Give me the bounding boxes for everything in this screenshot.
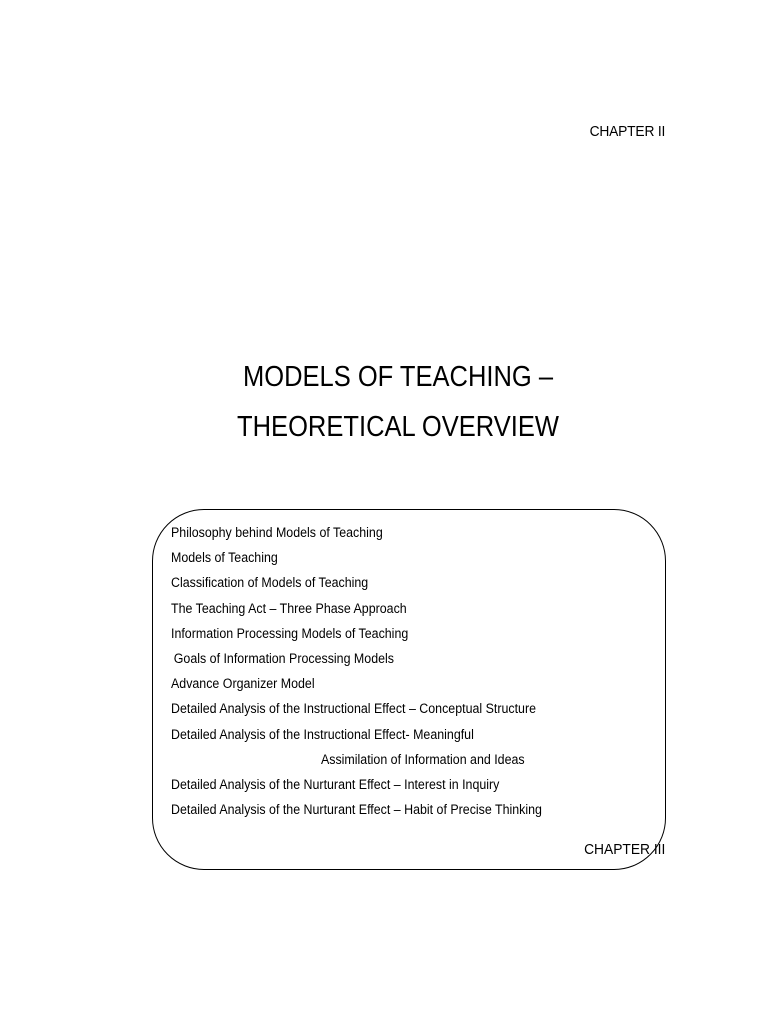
toc-item: Goals of Information Processing Models [173,650,394,666]
toc-item-continuation: Assimilation of Information and Ideas [320,751,525,767]
title-line-1: MODELS OF TEACHING – [242,361,554,393]
page-title [0,352,768,452]
toc-item: The Teaching Act – Three Phase Approach [171,600,407,616]
toc-item: Classification of Models of Teaching [171,575,369,591]
toc-item: Information Processing Models of Teaching [171,625,409,641]
toc-item: Advance Organizer Model [171,676,315,692]
table-of-contents [171,520,574,822]
toc-item: Detailed Analysis of the Instructional Effect- Meaningful [171,726,474,742]
toc-item: Models of Teaching [171,550,278,566]
next-chapter-label: CHAPTER III [583,841,665,858]
toc-item: Detailed Analysis of the Instructional Effect – Conceptual Structure [171,701,536,717]
toc-item: Detailed Analysis of the Nurturant Effect – Interest in Inquiry [171,776,500,792]
toc-item: Philosophy behind Models of Teaching [171,525,383,540]
chapter-label: CHAPTER II [589,123,665,140]
title-line-2: THEORETICAL OVERVIEW [237,411,559,443]
toc-item: Detailed Analysis of the Nurturant Effect – Habit of Precise Thinking [171,802,542,818]
